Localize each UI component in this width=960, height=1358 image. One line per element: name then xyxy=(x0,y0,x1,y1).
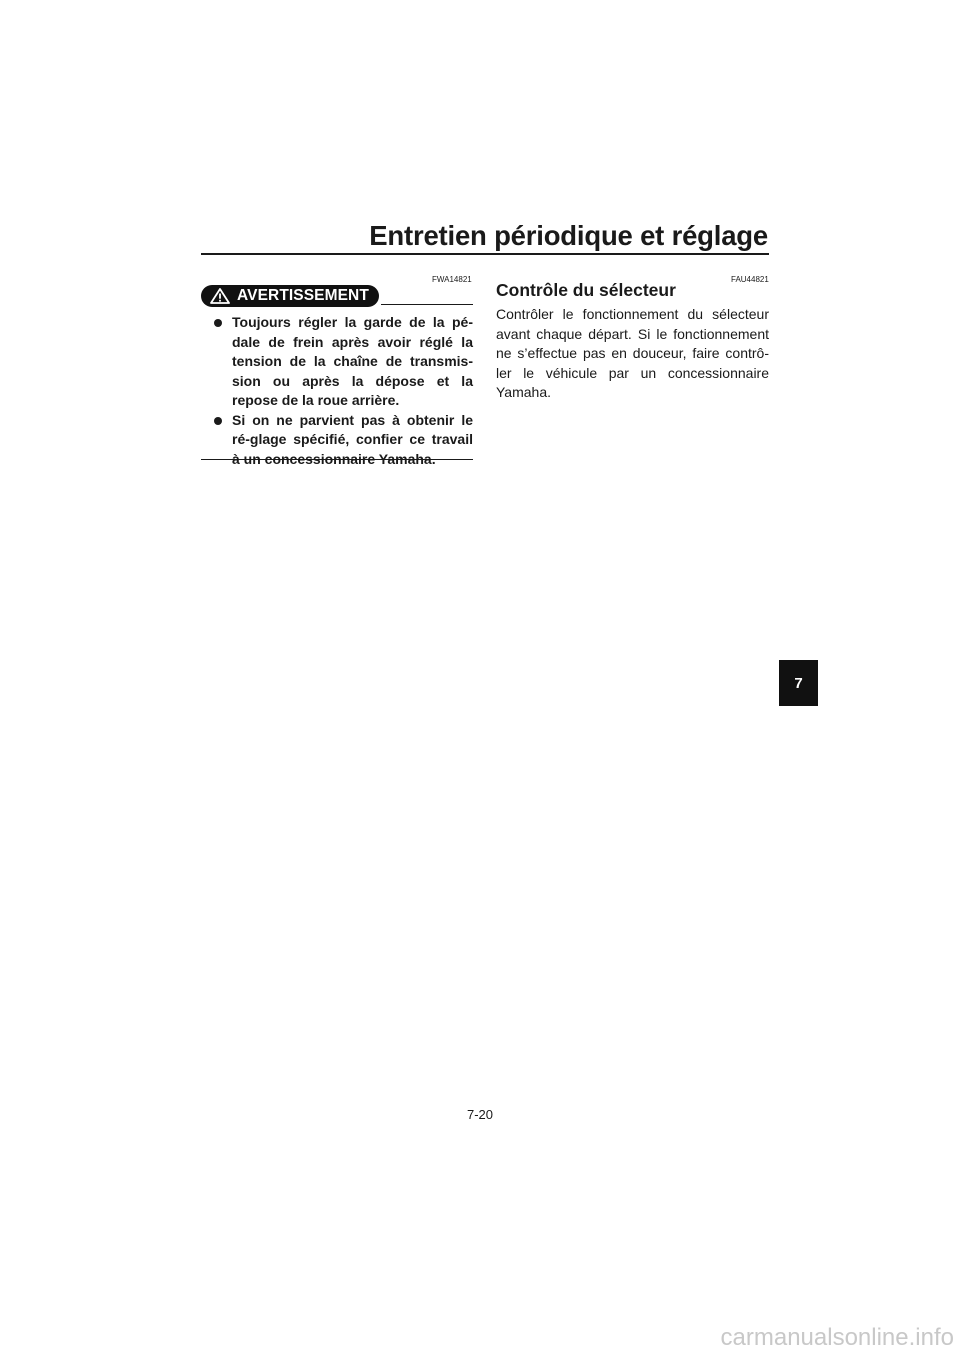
bullet-icon xyxy=(214,319,222,327)
page-number: 7-20 xyxy=(466,1107,494,1122)
warning-bottom-rule xyxy=(201,459,473,460)
warning-item-text: Toujours régler la garde de la pé-dale de frein après avoir réglé la tension de la chaîne de transmis-sion ou après la dépose et la repose de la roue arrière. xyxy=(232,314,473,408)
warning-item-text: Si on ne parvient pas à obtenir le ré-glage spécifié, confier ce travail à un concessionnaire Yamaha. xyxy=(232,411,473,467)
title-rule xyxy=(201,253,769,255)
section-body: Contrôler le fonctionnement du sélecteur avant chaque départ. Si le fonctionnement ne s’effectue pas en douceur, faire contrô-ler le véhicule par un concessionnaire Yamaha. xyxy=(496,306,769,400)
bullet-icon xyxy=(214,417,222,425)
page-title: Entretien périodique et réglage xyxy=(369,220,768,251)
warning-header xyxy=(201,285,473,307)
section-code: FAU44821 xyxy=(731,275,769,284)
list-item xyxy=(201,313,473,411)
chapter-tab: 7 xyxy=(779,660,818,706)
warning-label: AVERTISSEMENT xyxy=(237,287,369,304)
section-heading: Contrôle du sélecteur xyxy=(496,280,676,300)
warning-code: FWA14821 xyxy=(432,275,472,284)
warning-header-rule xyxy=(381,304,473,305)
watermark: carmanualsonline.info xyxy=(720,1324,954,1351)
warning-badge xyxy=(201,285,379,307)
list-item xyxy=(201,411,473,470)
warning-triangle-icon xyxy=(210,288,230,304)
warning-list xyxy=(201,313,473,469)
